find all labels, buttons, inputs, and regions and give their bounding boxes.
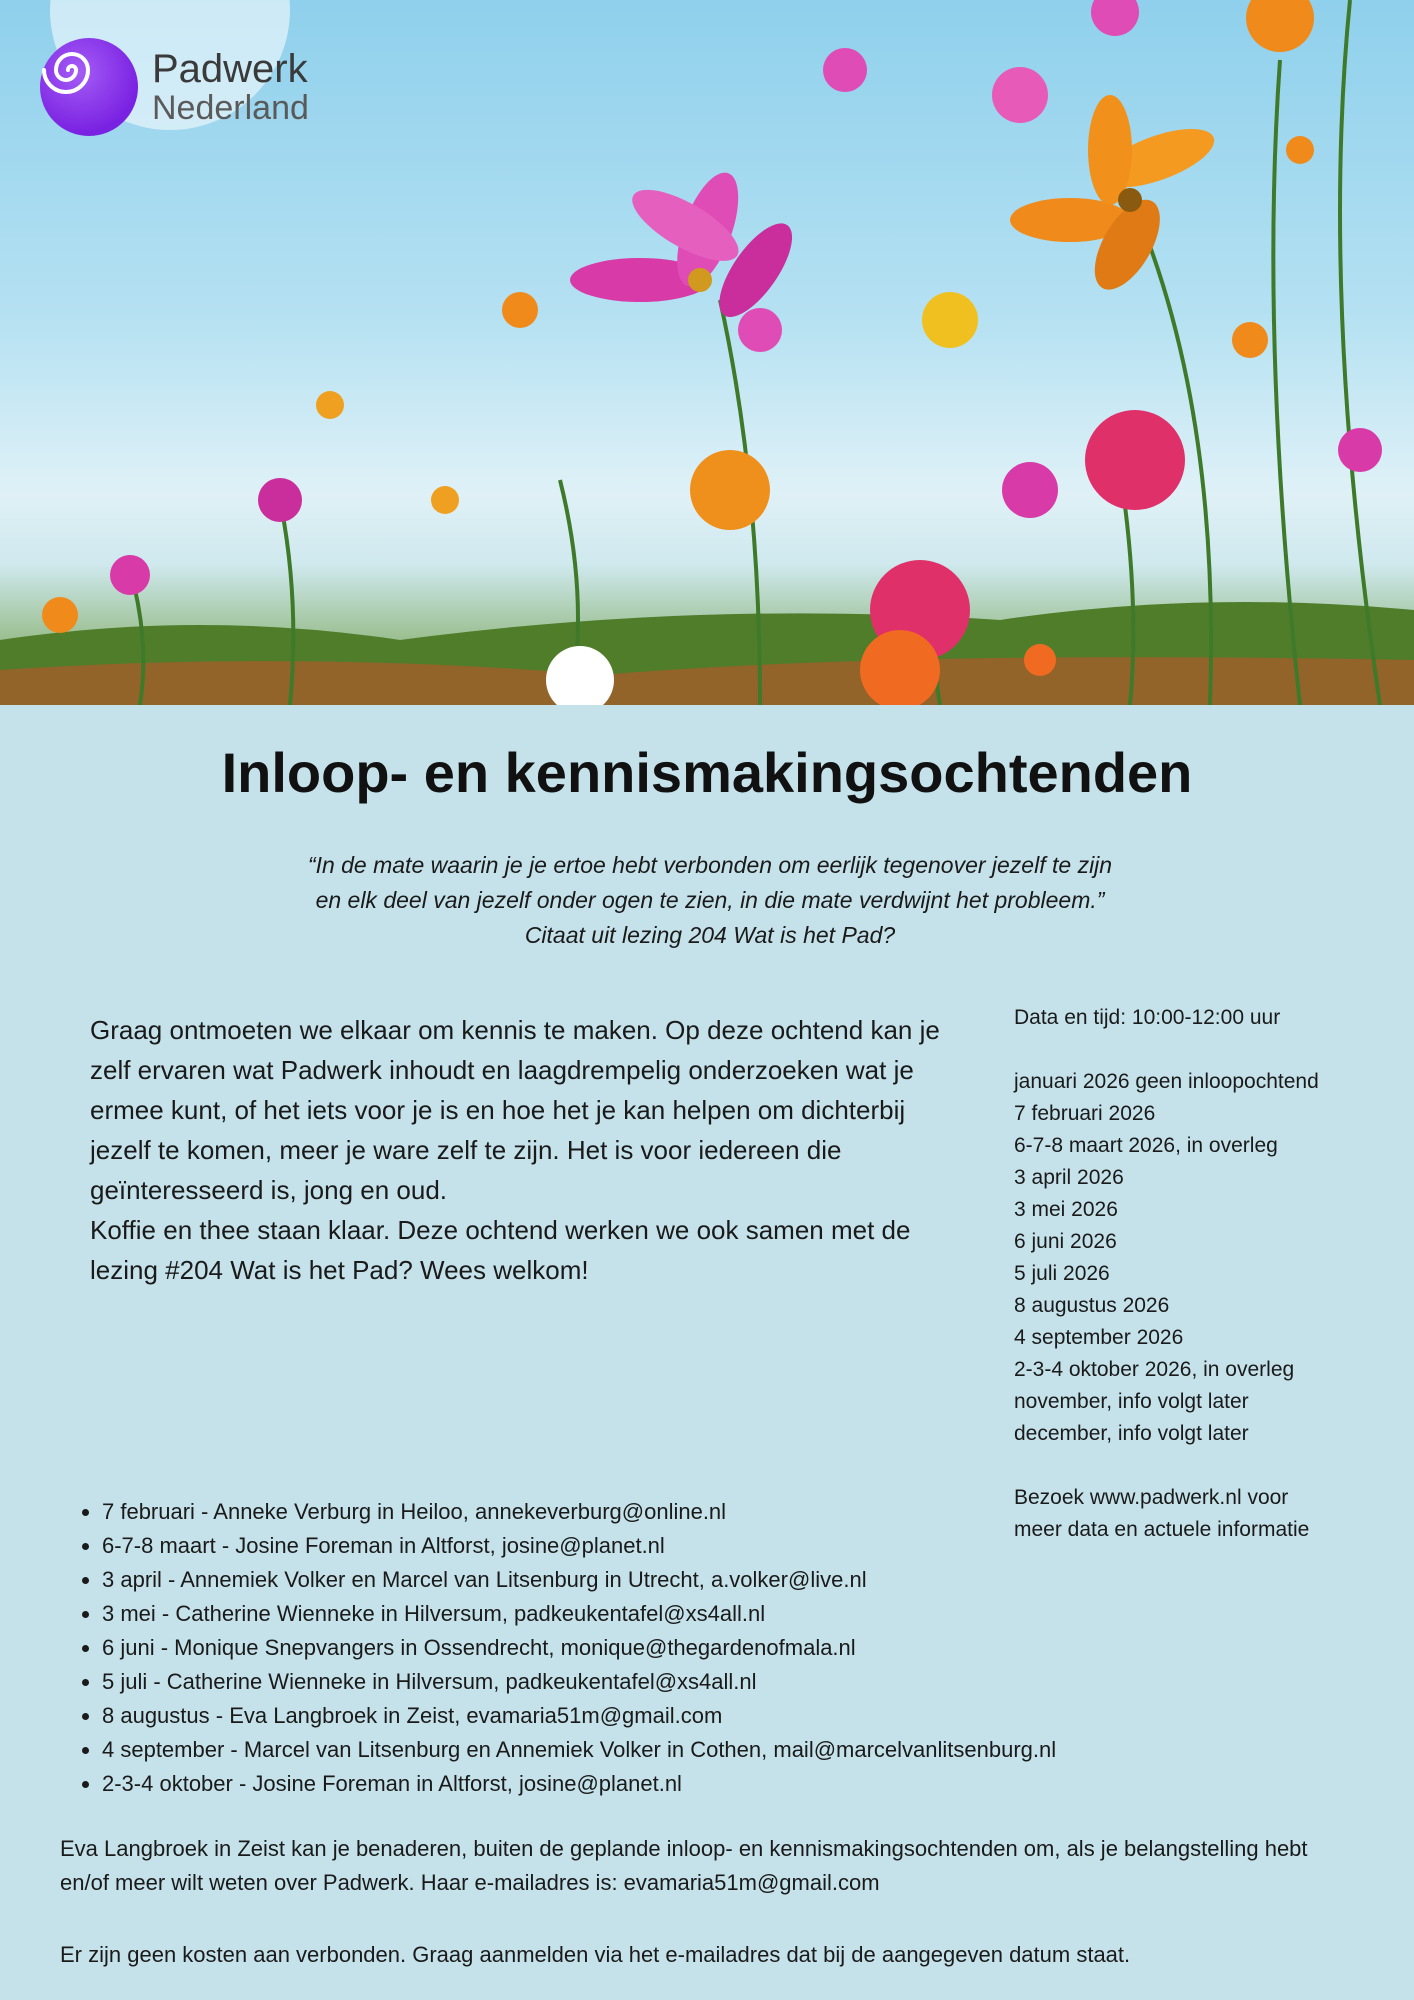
schedule-time: Data en tijd: 10:00-12:00 uur [1014, 1006, 1281, 1029]
quote-block [180, 848, 1240, 953]
contact-list-item: • 7 februari - Anneke Verburg in Heiloo, annekeverburg@online.nl [102, 1495, 1402, 1529]
brand-name-line1: Padwerk [152, 47, 308, 91]
contact-list-item: • 8 augustus - Eva Langbroek in Zeist, evamaria51m@gmail.com [102, 1699, 1402, 1733]
quote-line-1: “In de mate waarin je je ertoe hebt verbonden om eerlijk tegenover jezelf te zijn [307, 852, 1113, 878]
intro-paragraph-1: Graag ontmoeten we elkaar om kennis te maken. Op deze ochtend kan je zelf ervaren wat Padwerk inhoudt en laagdrempelig onderzoeken wat je ermee kunt, of het iets voor je is en hoe het je kan helpen om dichterbij jezelf te komen, meer je ware zelf te zijn. Het is voor iedereen die geïnteresseerd is, jong en oud. [90, 1015, 940, 1205]
brand-name [152, 49, 309, 125]
schedule-date: 3 mei 2026 [1014, 1198, 1118, 1221]
brand-name-line2: Nederland [152, 89, 309, 127]
intro-paragraph-2: Koffie en thee staan klaar. Deze ochtend werken we ook samen met de lezing #204 Wat is het Pad? Wees welkom! [90, 1215, 911, 1285]
schedule-date: 6 juni 2026 [1014, 1230, 1117, 1253]
contact-list-item: • 6 juni - Monique Snepvangers in Ossendrecht, monique@thegardenofmala.nl [102, 1631, 1402, 1665]
schedule-column [1014, 1002, 1394, 1546]
website-note-line-1: Bezoek www.padwerk.nl voor [1014, 1486, 1289, 1509]
intro-text [90, 1010, 970, 1290]
schedule-date: januari 2026 geen inloopochtend [1014, 1070, 1319, 1093]
schedule-date: 7 februari 2026 [1014, 1102, 1156, 1125]
schedule-date: 5 juli 2026 [1014, 1262, 1110, 1285]
schedule-date: 2-3-4 oktober 2026, in overleg [1014, 1358, 1295, 1381]
contact-list-item: • 2-3-4 oktober - Josine Foreman in Altforst, josine@planet.nl [102, 1767, 1402, 1801]
contact-list-item: • 3 mei - Catherine Wienneke in Hilversum, padkeukentafel@xs4all.nl [102, 1597, 1402, 1631]
schedule-date: 4 september 2026 [1014, 1326, 1184, 1349]
spiral-logo-icon [40, 38, 138, 136]
schedule-date: november, info volgt later [1014, 1390, 1249, 1413]
contact-list-item: • 5 juli - Catherine Wienneke in Hilversum, padkeukentafel@xs4all.nl [102, 1665, 1402, 1699]
page-title: Inloop- en kennismakingsochtenden [221, 741, 1193, 804]
contact-list-item: • 6-7-8 maart - Josine Foreman in Altforst, josine@planet.nl [102, 1529, 1402, 1563]
costs-note: Er zijn geen kosten aan verbonden. Graag aanmelden via het e-mailadres dat bij de aangegeven datum staat. [60, 1942, 1131, 1967]
brand-logo[interactable] [40, 38, 309, 136]
schedule-date: 6-7-8 maart 2026, in overleg [1014, 1134, 1278, 1157]
schedule-date: 8 augustus 2026 [1014, 1294, 1170, 1317]
schedule-dates [1014, 1066, 1394, 1450]
hero-flower-photo [0, 0, 1414, 705]
contact-list [60, 1495, 1402, 1801]
contact-list-item: • 3 april - Annemiek Volker en Marcel van Litsenburg in Utrecht, a.volker@live.nl [102, 1563, 1402, 1597]
schedule-date: 3 april 2026 [1014, 1166, 1124, 1189]
schedule-date: december, info volgt later [1014, 1422, 1249, 1445]
quote-source: Citaat uit lezing 204 Wat is het Pad? [524, 922, 896, 948]
website-note-line-2: meer data en actuele informatie [1014, 1518, 1310, 1541]
quote-line-2: en elk deel van jezelf onder ogen te zien, in die mate verdwijnt het probleem.” [315, 887, 1105, 913]
contact-list-item: • 4 september - Marcel van Litsenburg en Annemiek Volker in Cothen, mail@marcelvanlitsenburg.nl [102, 1733, 1402, 1767]
eva-contact-note: Eva Langbroek in Zeist kan je benaderen, buiten de geplande inloop- en kennismakingsochtenden om, als je belangstelling hebt en/of meer wilt weten over Padwerk. Haar e-mailadres is: evamaria51m@gmail.com [60, 1836, 1308, 1895]
